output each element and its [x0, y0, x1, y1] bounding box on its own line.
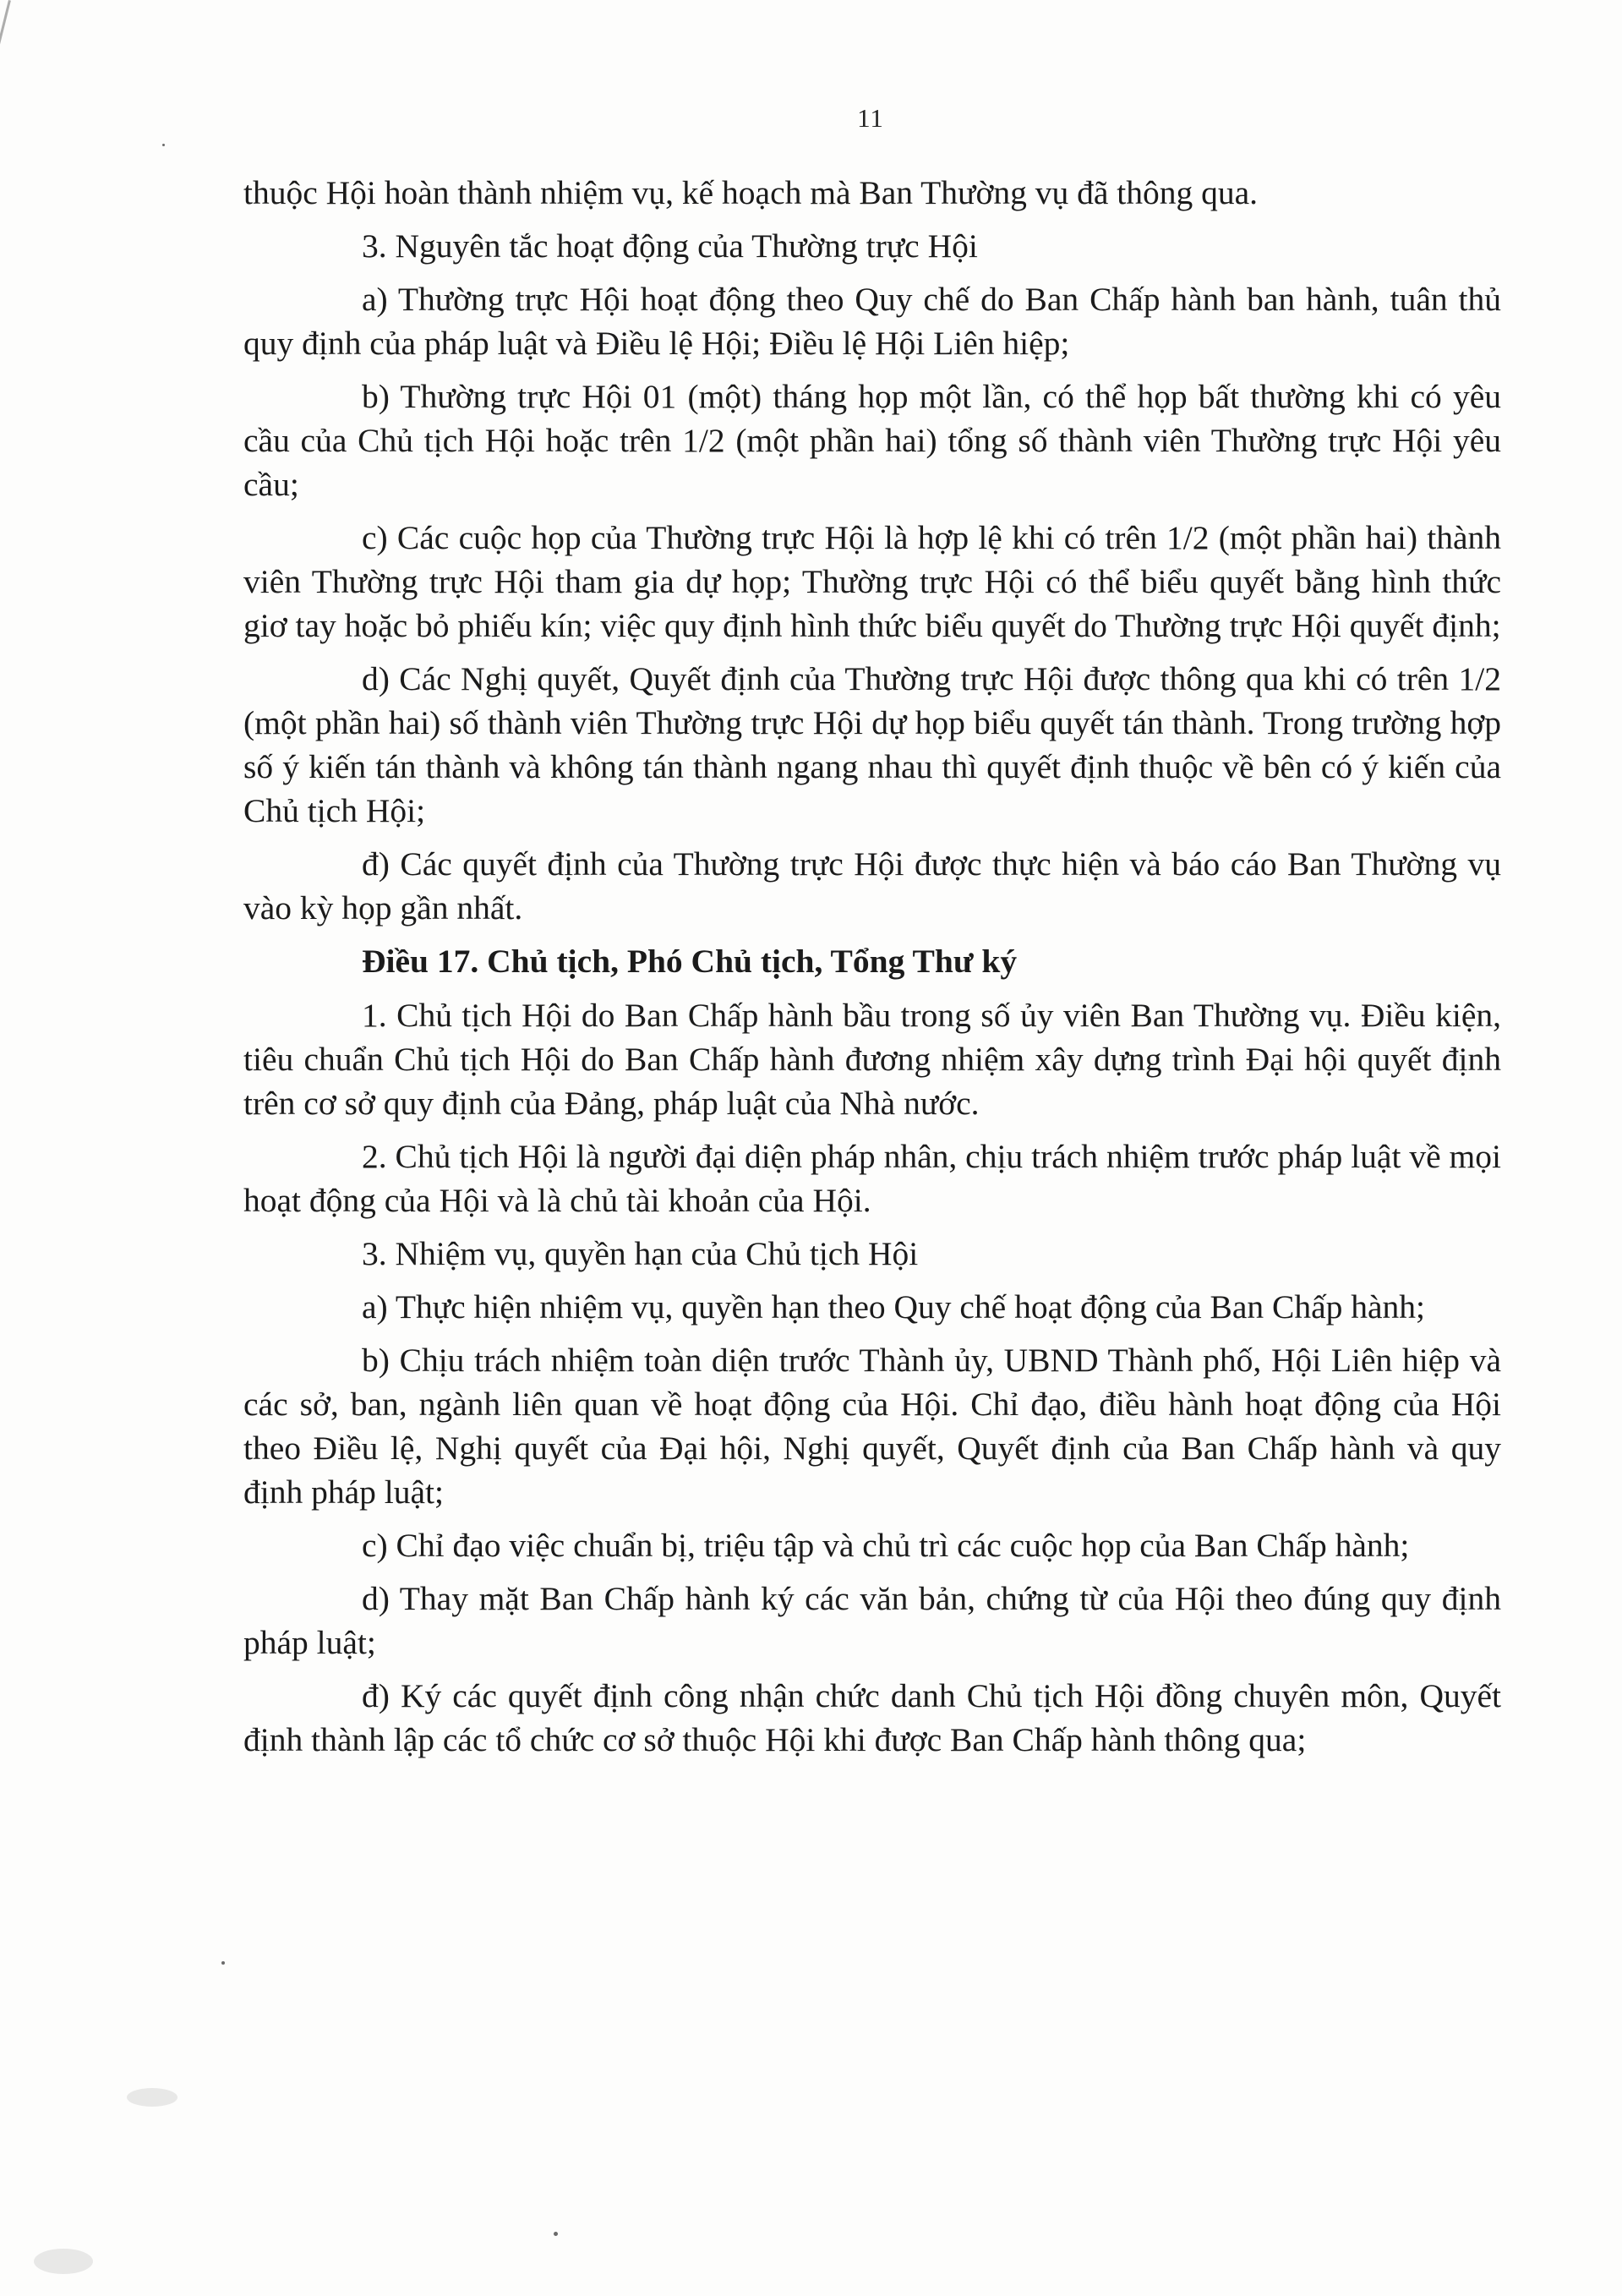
paragraph: d) Thay mặt Ban Chấp hành ký các văn bản, chứng từ của Hội theo đúng quy định pháp luật;: [243, 1580, 1501, 1661]
page-number: 11: [857, 103, 884, 133]
scan-speck: [162, 144, 165, 146]
paragraph: 1. Chủ tịch Hội do Ban Chấp hành bầu trong số ủy viên Ban Thường vụ. Điều kiện, tiêu chuẩn Chủ tịch Hội do Ban Chấp hành đương nhiệm xây dựng trình Đại hội quyết định trên cơ sở quy định của Đảng, pháp luật của Nhà nước.: [243, 997, 1501, 1122]
paragraph: c) Các cuộc họp của Thường trực Hội là hợp lệ khi có trên 1/2 (một phần hai) thành viên Thường trực Hội tham gia dự họp; Thường trực Hội có thể biểu quyết bằng hình thức giơ tay hoặc bỏ phiếu kín; việc quy định hình thức biểu quyết do Thường trực Hội quyết định;: [243, 519, 1501, 644]
paragraph: a) Thực hiện nhiệm vụ, quyền hạn theo Quy chế hoạt động của Ban Chấp hành;: [362, 1288, 1426, 1326]
paragraph: c) Chỉ đạo việc chuẩn bị, triệu tập và chủ trì các cuộc họp của Ban Chấp hành;: [362, 1527, 1410, 1564]
article-heading: Điều 17. Chủ tịch, Phó Chủ tịch, Tổng Thư ký: [362, 943, 1018, 980]
paragraph: a) Thường trực Hội hoạt động theo Quy chế do Ban Chấp hành ban hành, tuân thủ quy định của pháp luật và Điều lệ Hội; Điều lệ Hội Liên hiệp;: [243, 281, 1501, 362]
paragraph: 3. Nhiệm vụ, quyền hạn của Chủ tịch Hội: [362, 1235, 919, 1272]
scan-smudge: [34, 2249, 93, 2274]
scan-smudge: [127, 2088, 177, 2107]
scan-speck: [221, 1961, 225, 1965]
paragraph: thuộc Hội hoàn thành nhiệm vụ, kế hoạch mà Ban Thường vụ đã thông qua.: [243, 174, 1259, 211]
paragraph: b) Thường trực Hội 01 (một) tháng họp một lần, có thể họp bất thường khi có yêu cầu của Chủ tịch Hội hoặc trên 1/2 (một phần hai) tổng số thành viên Thường trực Hội yêu cầu;: [243, 378, 1501, 503]
paragraph: đ) Ký các quyết định công nhận chức danh Chủ tịch Hội đồng chuyên môn, Quyết định thành lập các tổ chức cơ sở thuộc Hội khi được Ban Chấp hành thông qua;: [243, 1677, 1501, 1758]
scan-edge-mark: [0, 0, 11, 99]
paragraph: 3. Nguyên tắc hoạt động của Thường trực Hội: [362, 227, 978, 265]
paragraph: d) Các Nghị quyết, Quyết định của Thường trực Hội được thông qua khi có trên 1/2 (một phần hai) số thành viên Thường trực Hội dự họp biểu quyết tán thành. Trong trường hợp số ý kiến tán thành và không tán thành ngang nhau thì quyết định thuộc về bên có ý kiến của Chủ tịch Hội;: [243, 660, 1501, 829]
paragraph: b) Chịu trách nhiệm toàn diện trước Thành ủy, UBND Thành phố, Hội Liên hiệp và các sở, ban, ngành liên quan về hoạt động của Hội. Chỉ đạo, điều hành hoạt động của Hội theo Điều lệ, Nghị quyết của Đại hội, Nghị quyết, Quyết định của Ban Chấp hành và quy định pháp luật;: [243, 1342, 1501, 1511]
document-body: [243, 171, 1501, 1771]
paragraph: 2. Chủ tịch Hội là người đại diện pháp nhân, chịu trách nhiệm trước pháp luật về mọi hoạt động của Hội và là chủ tài khoản của Hội.: [243, 1138, 1501, 1219]
scan-speck: [554, 2232, 558, 2236]
paragraph: đ) Các quyết định của Thường trực Hội được thực hiện và báo cáo Ban Thường vụ vào kỳ họp gần nhất.: [243, 845, 1501, 927]
